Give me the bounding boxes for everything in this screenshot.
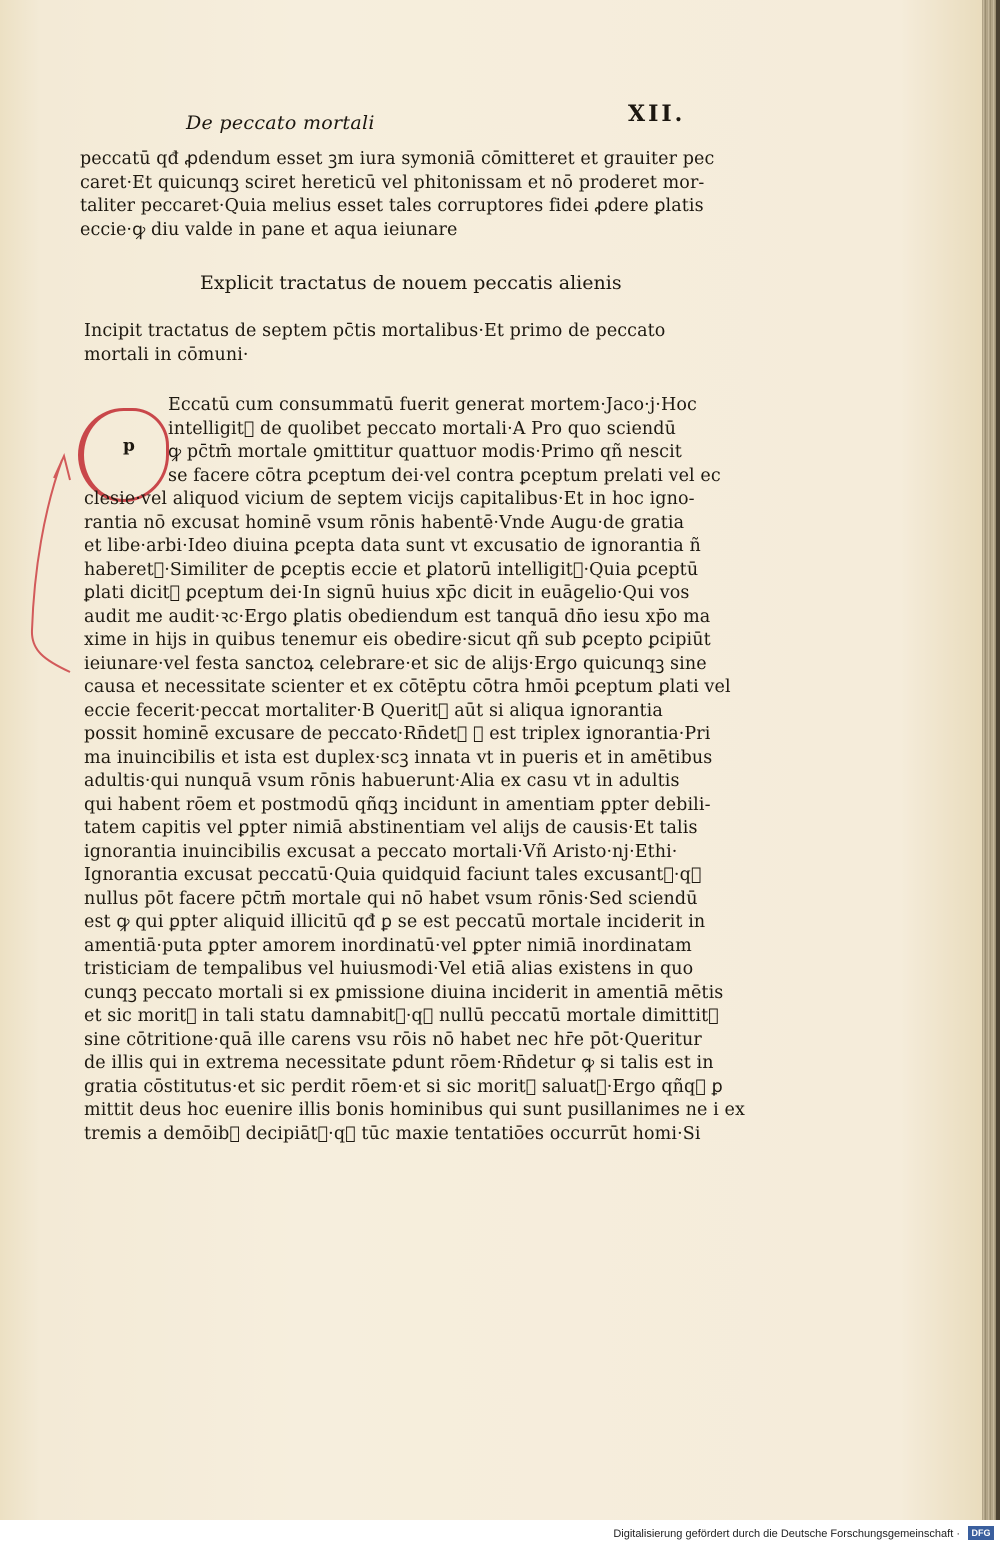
text-line: ieiunare·vel festa sanctoꝝ celebrare·et sic de alijs·Ergo quicunqꝫ sine xyxy=(84,653,707,674)
text-line: rantia nō excusat hominē vsum rōnis habentē·Vnde Augu·de gratia xyxy=(84,512,685,533)
text-block-top xyxy=(80,148,714,242)
book-spine-shadow xyxy=(996,0,1000,1520)
text-line: clesie·vel aliquod vicium de septem vicijs capitalibus·Et in hoc igno- xyxy=(84,489,695,509)
text-line: taliter peccaret·Quia melius esset tales corruptores fidei ꝓdere ꝑlatis xyxy=(80,196,704,216)
text-line: ignorantia inuincibilis excusat a peccato mortali·Vñ Aristo·nj·Ethi· xyxy=(84,841,678,862)
text-line: nullus pōt facere pc̄tm̄ mortale qui nō habet vsum rōnis·Sed sciendū xyxy=(84,888,698,909)
text-line: ꝙ pc̄tm̄ mortale ꝯmittitur quattuor modis·Primo qñ nescit xyxy=(168,442,682,462)
text-line: ꝑlati dicit᷑ ꝑceptum dei·In signū huius xp̄c dicit in euāgelio·Qui vos xyxy=(84,583,690,603)
text-line: tristiciam de tempalibus vel huiusmodi·Vel etiā alias existens in quo xyxy=(84,959,694,979)
funding-credit: Digitalisierung gefördert durch die Deutsche Forschungsgemeinschaft · xyxy=(613,1528,960,1540)
text-line: mittit deus hoc euenire illis bonis hominibus qui sunt pusillanimes ne i ex xyxy=(84,1100,745,1120)
text-line: causa et necessitate scienter et ex cōtēptu cōtra hmōi ꝑceptum ꝑlati vel xyxy=(84,677,731,697)
text-line: de illis qui in extrema necessitate ꝑdunt rōem·Rn̄detur ꝙ si talis est in xyxy=(84,1053,714,1073)
main-text-body xyxy=(84,394,745,1146)
text-line: et libe·arbi·Ideo diuina ꝑcepta data sunt vt excusatio de ignorantia ñ xyxy=(84,536,701,556)
red-margin-stroke xyxy=(24,450,74,680)
text-line: se facere cōtra ꝑceptum dei·vel contra ꝑceptum prelati vel ec xyxy=(168,465,721,486)
text-line: Eccatū cum consummatū fuerit generat mortem·Jaco·j·Hoc xyxy=(168,395,697,415)
text-line: Ignorantia excusat peccatū·Quia quidquid faciunt tales excusant᷑·qꝛ xyxy=(84,865,702,885)
incipit-heading xyxy=(84,320,665,367)
text-line: ma inuincibilis et ista est duplex·scꝫ innata vt in pueris et in amētibus xyxy=(84,747,713,768)
text-line: audit me audit·ꝛc·Ergo ꝑlatis obediendum est tanquā dn̄o iesu xp̄o ma xyxy=(84,606,711,627)
dfg-logo: DFG xyxy=(968,1526,994,1540)
text-line: possit hominē excusare de peccato·Rn̄det᷑ ꝙ est triplex ignorantia·Pri xyxy=(84,724,711,744)
guide-letter: p xyxy=(123,436,135,456)
text-line: cunqꝫ peccato mortali si ex ꝑmissione diuina inciderit in amentiā mētis xyxy=(84,982,724,1003)
text-line: eccie·ꝙ diu valde in pane et aqua ieiunare xyxy=(80,219,458,240)
explicit-heading: Explicit tractatus de nouem peccatis alienis xyxy=(200,272,622,294)
folio-number: XII. xyxy=(628,101,686,127)
text-line: Incipit tractatus de septem pc̄tis mortalibus·Et primo de peccato xyxy=(84,321,666,341)
text-line: adultis·qui nunquā vsum rōnis habuerunt·Alia ex casu vt in adultis xyxy=(84,771,680,791)
text-line: eccie fecerit·peccat mortaliter·B Querit᷑ aūt si aliqua ignorantia xyxy=(84,700,663,721)
text-line: caret·Et quicunqꝫ sciret hereticū vel phitonissam et nō proderet mor- xyxy=(80,172,705,193)
text-line: intelligit᷑ de quolibet peccato mortali·A Pro quo sciendū xyxy=(168,418,676,439)
text-line: gratia cōstitutus·et sic perdit rōem·et si sic morit᷑ saluat᷑·Ergo qñqꝫ ꝑ xyxy=(84,1076,723,1097)
running-head: De peccato mortali xyxy=(186,112,375,134)
text-line: tremis a demōib᷒ decipiāt᷑·qꝛ tūc maxie tentatiōes occurrūt homi·Si xyxy=(84,1123,701,1144)
text-line: et sic morit᷑ in tali statu damnabit᷑·qꝛ nullū peccatū mortale dimittit᷑ xyxy=(84,1006,719,1026)
text-line: tatem capitis vel ꝑpter nimiā abstinentiam vel alijs de causis·Et talis xyxy=(84,818,698,838)
text-line: qui habent rōem et postmodū qñqꝫ incidunt in amentiam ꝑpter debili- xyxy=(84,794,711,815)
text-line: xime in hijs in quibus tenemur eis obedire·sicut qñ sub ꝑcepto ꝑcipiūt xyxy=(84,630,711,650)
text-line: sine cōtritione·quā ille carens vsu rōis nō habet nec hr̄e pōt·Queritur xyxy=(84,1029,702,1050)
text-line: peccatū qđ ꝓdendum esset ꝫm iura symoniā cōmitteret et grauiter pec xyxy=(80,149,715,169)
footer-bar xyxy=(0,1520,1000,1550)
text-line: haberet᷑·Similiter de ꝑceptis eccie et ꝑlatorū intelligit᷑·Quia ꝑceptū xyxy=(84,559,699,580)
text-line: mortali in cōmuni· xyxy=(84,344,249,365)
text-line: est ꝙ qui ꝑpter aliquid illicitū qđ ꝑ se est peccatū mortale inciderit in xyxy=(84,912,706,932)
text-line: amentiā·puta ꝑpter amorem inordinatū·vel ꝑpter nimiā inordinatam xyxy=(84,935,692,956)
